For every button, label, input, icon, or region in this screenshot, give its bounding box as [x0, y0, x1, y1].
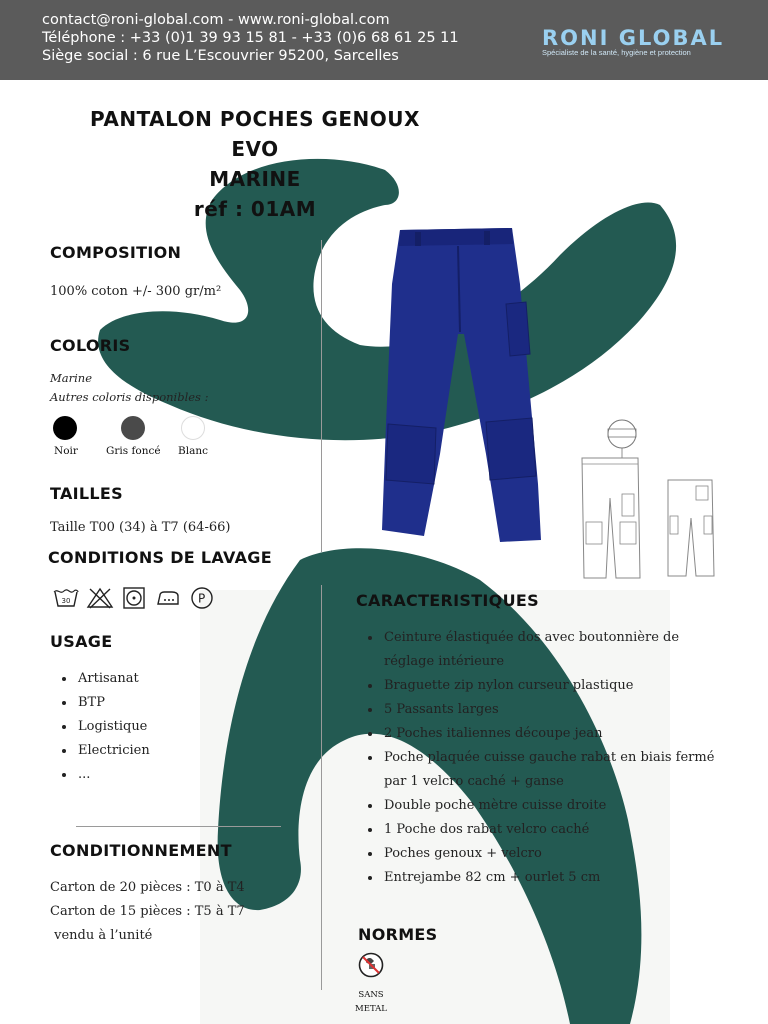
- usage-list: [50, 667, 150, 787]
- svg-text:30: 30: [61, 597, 71, 605]
- product-photo-pants: [378, 224, 548, 546]
- column-divider-top: [321, 240, 322, 552]
- swatch-label-blanc: Blanc: [178, 445, 208, 457]
- composition-heading: COMPOSITION: [50, 243, 182, 262]
- logo-name: RONI GLOBAL: [542, 26, 725, 50]
- caracteristique-item: • Ceinture élastiquée dos avec boutonnière de réglage intérieure: [382, 626, 728, 674]
- swatch-gris-fonce[interactable]: [121, 416, 145, 440]
- usage-item: • BTP: [76, 691, 150, 715]
- usage-item: • Logistique: [76, 715, 150, 739]
- swatch-blanc[interactable]: [181, 416, 205, 440]
- product-title: [40, 104, 470, 224]
- title-line-1: PANTALON POCHES GENOUX: [90, 107, 420, 131]
- conditionnement-line-1: Carton de 20 pièces : T0 à T4: [50, 880, 245, 895]
- contact-block: [42, 11, 459, 65]
- usage-heading: USAGE: [50, 632, 113, 651]
- caracteristique-item: • 1 Poche dos rabat velcro caché: [382, 818, 728, 842]
- caracteristique-item: • Entrejambe 82 cm + ourlet 5 cm: [382, 866, 728, 890]
- usage-item: • Artisanat: [76, 667, 150, 691]
- title-line-2: EVO: [231, 137, 279, 161]
- technical-sketch: [572, 418, 722, 584]
- column-divider-bottom: [321, 585, 322, 990]
- usage-item: • ...: [76, 763, 150, 787]
- coloris-current: Marine: [50, 371, 93, 385]
- wash-30-icon: [52, 586, 80, 610]
- tailles-text: Taille T00 (34) à T7 (64-66): [50, 520, 231, 535]
- swatch-noir[interactable]: [53, 416, 77, 440]
- svg-text:P: P: [198, 591, 206, 606]
- tumble-dry-icon: [120, 586, 148, 610]
- swatch-label-noir: Noir: [54, 445, 78, 457]
- iron-icon: [154, 586, 182, 610]
- title-line-4: réf : 01AM: [193, 197, 317, 221]
- section-divider: [76, 826, 281, 827]
- no-metal-label: [346, 988, 396, 1016]
- usage-item: • Electricien: [76, 739, 150, 763]
- company-logo[interactable]: [542, 26, 724, 57]
- conditionnement-line-2: Carton de 15 pièces : T5 à T7: [50, 904, 245, 919]
- lavage-heading: CONDITIONS DE LAVAGE: [48, 548, 272, 567]
- caracteristique-item: • Braguette zip nylon curseur plastique: [382, 674, 728, 698]
- caracteristique-item: • Double poche mètre cuisse droite: [382, 794, 728, 818]
- washing-icons: [52, 586, 216, 610]
- dry-clean-p-icon: [188, 586, 216, 610]
- caracteristiques-list: [356, 626, 728, 890]
- conditionnement-line-3: vendu à l’unité: [50, 928, 153, 943]
- no-metal-icon: [358, 952, 384, 978]
- contact-line-address: Siège social : 6 rue L’Escouvrier 95200, Sarcelles: [42, 48, 399, 64]
- title-line-3: MARINE: [209, 167, 301, 191]
- tailles-heading: TAILLES: [50, 484, 123, 503]
- contact-line-email[interactable]: contact@roni-global.com - www.roni-global.com: [42, 12, 390, 28]
- caracteristique-item: • Poche plaquée cuisse gauche rabat en biais fermé par 1 velcro caché + ganse: [382, 746, 728, 794]
- no-metal-label-line-2: METAL: [355, 1004, 387, 1014]
- page-header: [0, 0, 768, 80]
- swatch-label-gris-fonce: Gris foncé: [106, 445, 161, 457]
- contact-line-phone: Téléphone : +33 (0)1 39 93 15 81 - +33 (0)6 68 61 25 11: [42, 30, 459, 46]
- caracteristique-item: • 5 Passants larges: [382, 698, 728, 722]
- caracteristiques-heading: CARACTERISTIQUES: [356, 591, 539, 610]
- logo-tagline: Spécialiste de la santé, hygiène et protection: [542, 48, 691, 57]
- normes-heading: NORMES: [358, 925, 438, 944]
- coloris-others-label: Autres coloris disponibles :: [50, 390, 209, 404]
- no-metal-label-line-1: SANS: [358, 990, 384, 1000]
- composition-text: 100% coton +/- 300 gr/m²: [50, 284, 222, 299]
- coloris-heading: COLORIS: [50, 336, 131, 355]
- no-bleach-icon: [86, 586, 114, 610]
- caracteristique-item: • Poches genoux + velcro: [382, 842, 728, 866]
- conditionnement-heading: CONDITIONNEMENT: [50, 841, 232, 860]
- caracteristique-item: • 2 Poches italiennes découpe jean: [382, 722, 728, 746]
